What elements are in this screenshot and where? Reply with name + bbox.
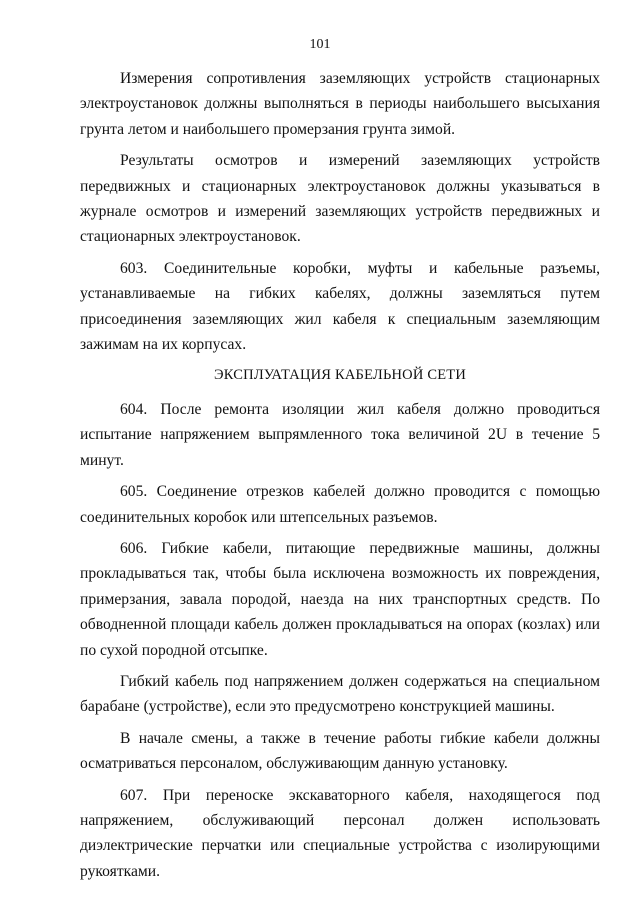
paragraph-text: При переноске экскаваторного кабеля, находящегося под напряжением, обслуживающий персонал должен использовать диэлектрические перчатки или специальные устройства с изолирующими рукоятками. [80, 786, 600, 880]
paragraph-number: 603. [120, 259, 148, 277]
paragraph-603 [80, 256, 600, 358]
section-heading: ЭКСПЛУАТАЦИЯ КАБЕЛЬНОЙ СЕТИ [214, 367, 466, 384]
paragraph-text: Гибкий кабель под напряжением должен содержаться на специальном барабане (устройстве), если это предусмотрено конструкцией машины. [80, 672, 600, 716]
paragraph [80, 726, 600, 777]
paragraph-text: После ремонта изоляции жил кабеля должно проводиться испытание напряжением выпрямленного тока величиной 2U в течение 5 минут. [80, 400, 600, 469]
paragraph-text: Соединение отрезков кабелей должно проводится с помощью соединительных коробок или штепсельных разъемов. [80, 483, 601, 526]
paragraph-number: 604. [120, 400, 148, 418]
paragraph-text: В начале смены, а также в течение работы гибкие кабели должны осматриваться персоналом, обслуживающим данную установку. [80, 729, 600, 773]
page-number: 101 [309, 37, 331, 52]
paragraph-604 [80, 397, 600, 473]
paragraph [80, 669, 600, 720]
paragraph-number: 605. [120, 483, 148, 501]
paragraph [80, 148, 600, 250]
paragraph [80, 66, 600, 142]
paragraph-text: Результаты осмотров и измерений заземляющих устройств передвижных и стационарных электроустановок должны указываться в журнале осмотров и измерений заземляющих устройств передвижных и стационарных электроустановок. [80, 152, 600, 246]
paragraph-text: Измерения сопротивления заземляющих устройств стационарных электроустановок должны выполняться в периоды наибольшего высыхания грунта летом и наибольшего промерзания грунта зимой. [80, 70, 600, 138]
paragraph-text: Соединительные коробки, муфты и кабельные разъемы, устанавливаемые на гибких кабелях, должны заземляться путем присоединения заземляющих жил кабеля к специальным заземляющим зажимам на их корпусах. [80, 259, 600, 354]
paragraph-number: 606. [120, 539, 148, 557]
paragraph-607 [80, 783, 600, 885]
paragraph-606 [80, 536, 600, 663]
document-body [80, 66, 600, 890]
paragraph-number: 607. [120, 786, 148, 804]
paragraph-605 [80, 479, 600, 530]
paragraph-text: Гибкие кабели, питающие передвижные машины, должны прокладываться так, чтобы была исключена возможность их повреждения, примерзания, завала породой, наезда на них транспортных средств. По обводненной площади кабель должен прокладываться на опорах (козлах) или по сухой породной отсыпке. [80, 539, 600, 659]
